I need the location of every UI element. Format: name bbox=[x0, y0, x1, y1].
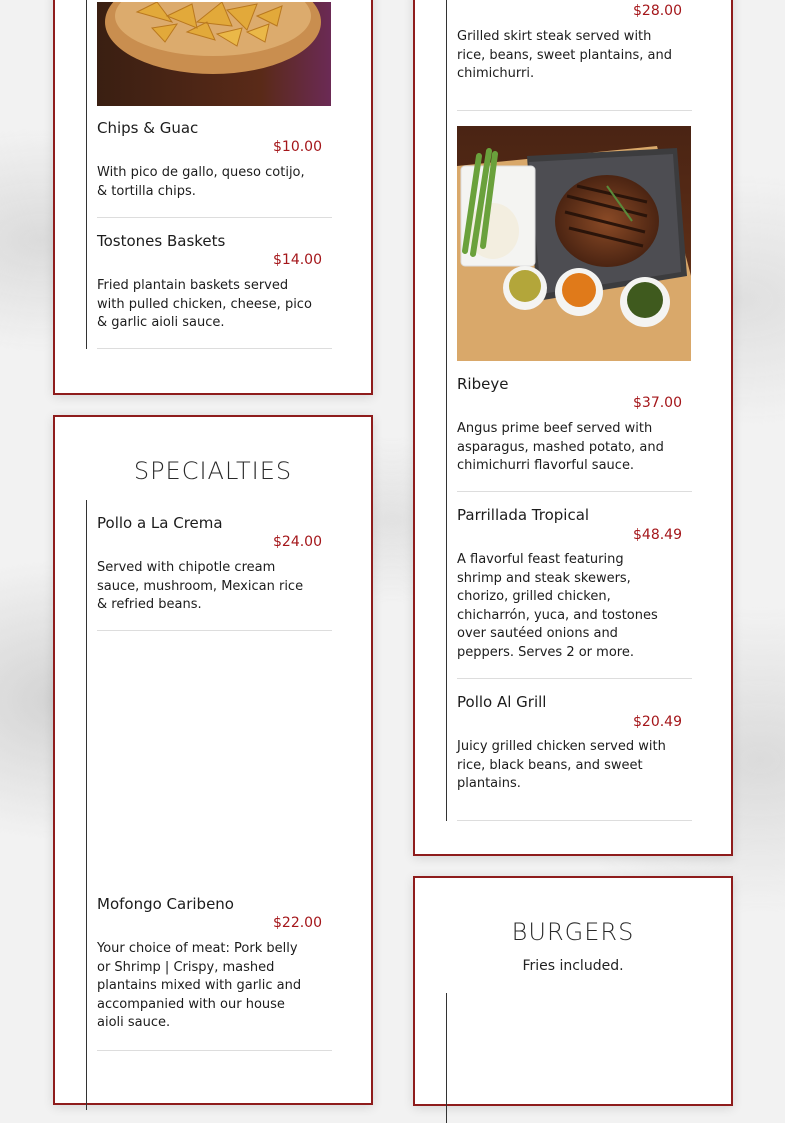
item-description: Juicy grilled chicken served with rice, black beans, and sweet plantains. bbox=[457, 739, 666, 792]
chips-guac-photo[interactable] bbox=[97, 2, 331, 106]
item-description: With pico de gallo, queso cotijo, & tortilla chips. bbox=[97, 165, 305, 199]
item-divider bbox=[457, 820, 692, 821]
item-divider bbox=[97, 630, 332, 631]
chips-image bbox=[97, 2, 331, 106]
item-name: Ribeye bbox=[457, 375, 509, 393]
menu-item[interactable] bbox=[97, 514, 332, 634]
item-divider bbox=[97, 1050, 332, 1051]
menu-item[interactable] bbox=[97, 232, 332, 352]
ribeye-image bbox=[457, 126, 691, 361]
menu-item[interactable] bbox=[97, 119, 332, 219]
section-vertical-line bbox=[86, 500, 87, 1110]
item-name bbox=[457, 0, 533, 1]
menu-item[interactable] bbox=[457, 506, 692, 686]
item-price: $22.00 bbox=[273, 915, 322, 931]
item-divider bbox=[457, 678, 692, 679]
item-name: Tostones Baskets bbox=[97, 232, 226, 250]
item-description: Your choice of meat: Pork belly or Shrimp | Crispy, mashed plantains mixed with garlic and accompanied with our house aioli sauce. bbox=[97, 941, 302, 1031]
item-price: $10.00 bbox=[273, 139, 322, 155]
item-divider bbox=[97, 348, 332, 349]
item-name: Parrillada Tropical bbox=[457, 506, 590, 524]
item-name: Chips & Guac bbox=[97, 119, 199, 137]
item-description: A flavorful feast featuring shrimp and steak skewers, chorizo, grilled chicken, chicharrón, yuca, and tostones over sautéed onions and peppers. Serves 2 or more. bbox=[457, 552, 658, 660]
menu-item[interactable] bbox=[457, 375, 692, 495]
section-note: Fries included. bbox=[522, 958, 624, 974]
item-price: $14.00 bbox=[273, 252, 322, 268]
section-title: SPECIALTIES bbox=[133, 457, 293, 485]
item-divider bbox=[457, 491, 692, 492]
burgers-card bbox=[413, 876, 733, 1106]
item-name: Pollo a La Crema bbox=[97, 514, 223, 532]
ribeye-photo[interactable] bbox=[457, 126, 691, 361]
item-description: Served with chipotle cream sauce, mushroom, Mexican rice & refried beans. bbox=[97, 560, 304, 613]
menu-item[interactable] bbox=[457, 693, 692, 823]
item-description: Angus prime beef served with asparagus, mashed potato, and chimichurri flavorful sauce. bbox=[457, 421, 664, 474]
item-price: $48.49 bbox=[633, 527, 682, 543]
item-price: $37.00 bbox=[633, 395, 682, 411]
section-vertical-line bbox=[86, 0, 87, 349]
section-vertical-line bbox=[446, 0, 447, 821]
section-title: BURGERS bbox=[511, 918, 635, 946]
item-description: Grilled skirt steak served with rice, beans, sweet plantains, and chimichurri. bbox=[457, 29, 672, 82]
grill-card bbox=[413, 0, 733, 856]
specialties-card bbox=[53, 415, 373, 1105]
menu-item[interactable] bbox=[97, 895, 332, 1055]
appetizers-card bbox=[53, 0, 373, 395]
item-price: $24.00 bbox=[273, 534, 322, 550]
item-description: Fried plantain baskets served with pulled chicken, cheese, pico & garlic aioli sauce. bbox=[97, 278, 312, 331]
item-divider bbox=[97, 217, 332, 218]
item-name: Mofongo Caribeno bbox=[97, 895, 234, 913]
section-vertical-line bbox=[446, 993, 447, 1123]
item-divider bbox=[457, 110, 692, 111]
menu-item[interactable] bbox=[457, 0, 692, 113]
item-price: $28.00 bbox=[633, 3, 682, 19]
item-name: Pollo Al Grill bbox=[457, 693, 547, 711]
item-price: $20.49 bbox=[633, 714, 682, 730]
